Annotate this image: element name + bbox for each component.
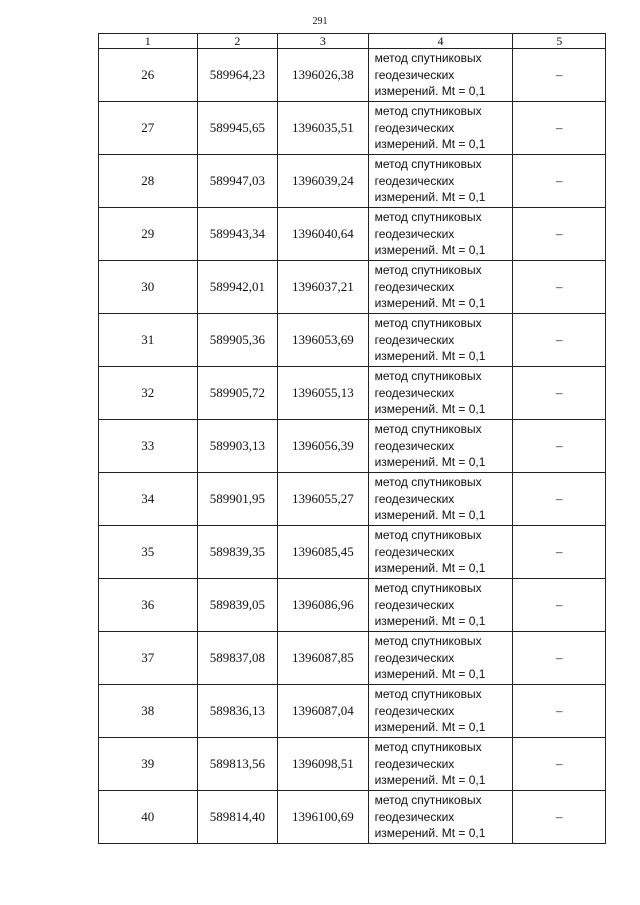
point-number-cell: 31	[99, 314, 198, 367]
method-line: метод спутниковых	[374, 263, 482, 278]
method-line: геодезических	[374, 226, 455, 241]
method-line: геодезических	[374, 173, 455, 188]
point-number-cell: 29	[99, 208, 198, 261]
y-coordinate-cell: 1396085,45	[278, 526, 369, 579]
method-line: метод спутниковых	[374, 104, 482, 119]
point-number-cell: 30	[99, 261, 198, 314]
method-cell	[368, 367, 513, 420]
table-row	[99, 685, 606, 738]
note-cell: –	[513, 632, 606, 685]
table-row	[99, 102, 606, 155]
note-cell: –	[513, 685, 606, 738]
note-cell: –	[513, 155, 606, 208]
point-number-cell: 27	[99, 102, 198, 155]
method-line: геодезических	[374, 67, 455, 82]
y-coordinate-cell: 1396098,51	[278, 738, 369, 791]
x-coordinate-cell: 589905,72	[197, 367, 277, 420]
method-cell	[368, 155, 513, 208]
y-coordinate-cell: 1396037,21	[278, 261, 369, 314]
method-line: метод спутниковых	[374, 740, 482, 755]
y-coordinate-cell: 1396087,04	[278, 685, 369, 738]
x-coordinate-cell: 589839,35	[197, 526, 277, 579]
method-cell	[368, 49, 513, 102]
x-coordinate-cell: 589943,34	[197, 208, 277, 261]
table-row	[99, 791, 606, 844]
method-cell	[368, 102, 513, 155]
note-cell: –	[513, 526, 606, 579]
method-line: геодезических	[374, 703, 455, 718]
method-line: геодезических	[374, 438, 455, 453]
table-row	[99, 526, 606, 579]
method-cell	[368, 261, 513, 314]
header-col-4: 4	[368, 34, 513, 49]
note-cell: –	[513, 738, 606, 791]
note-cell: –	[513, 261, 606, 314]
header-col-3: 3	[278, 34, 369, 49]
point-number-cell: 40	[99, 791, 198, 844]
method-line: геодезических	[374, 756, 455, 771]
point-number-cell: 35	[99, 526, 198, 579]
note-cell: –	[513, 102, 606, 155]
header-col-2: 2	[197, 34, 277, 49]
table-row	[99, 632, 606, 685]
table-row	[99, 738, 606, 791]
header-col-5: 5	[513, 34, 606, 49]
method-line: геодезических	[374, 385, 455, 400]
point-number-cell: 26	[99, 49, 198, 102]
y-coordinate-cell: 1396053,69	[278, 314, 369, 367]
x-coordinate-cell: 589947,03	[197, 155, 277, 208]
x-coordinate-cell: 589942,01	[197, 261, 277, 314]
table-row	[99, 579, 606, 632]
y-coordinate-cell: 1396055,13	[278, 367, 369, 420]
method-line: геодезических	[374, 279, 455, 294]
point-number-cell: 38	[99, 685, 198, 738]
method-line: метод спутниковых	[374, 369, 482, 384]
method-cell	[368, 208, 513, 261]
method-line: метод спутниковых	[374, 475, 482, 490]
y-coordinate-cell: 1396055,27	[278, 473, 369, 526]
method-line: измерений. Mt = 0,1	[374, 455, 486, 470]
y-coordinate-cell: 1396086,96	[278, 579, 369, 632]
page-number: 291	[312, 16, 328, 27]
table-row	[99, 49, 606, 102]
method-line: метод спутниковых	[374, 793, 482, 808]
method-line: измерений. Mt = 0,1	[374, 826, 486, 841]
method-cell	[368, 526, 513, 579]
x-coordinate-cell: 589905,36	[197, 314, 277, 367]
method-line: геодезических	[374, 491, 455, 506]
method-line: измерений. Mt = 0,1	[374, 84, 486, 99]
table-row	[99, 208, 606, 261]
point-number-cell: 37	[99, 632, 198, 685]
method-line: геодезических	[374, 120, 455, 135]
note-cell: –	[513, 579, 606, 632]
method-line: метод спутниковых	[374, 581, 482, 596]
method-cell	[368, 738, 513, 791]
method-line: измерений. Mt = 0,1	[374, 190, 486, 205]
method-line: метод спутниковых	[374, 51, 482, 66]
method-cell	[368, 685, 513, 738]
header-col-1: 1	[99, 34, 198, 49]
table-header-row	[99, 34, 606, 49]
method-line: измерений. Mt = 0,1	[374, 720, 486, 735]
x-coordinate-cell: 589836,13	[197, 685, 277, 738]
method-cell	[368, 791, 513, 844]
point-number-cell: 34	[99, 473, 198, 526]
x-coordinate-cell: 589903,13	[197, 420, 277, 473]
method-line: измерений. Mt = 0,1	[374, 614, 486, 629]
x-coordinate-cell: 589964,23	[197, 49, 277, 102]
note-cell: –	[513, 367, 606, 420]
method-cell	[368, 314, 513, 367]
x-coordinate-cell: 589839,05	[197, 579, 277, 632]
note-cell: –	[513, 314, 606, 367]
y-coordinate-cell: 1396087,85	[278, 632, 369, 685]
table-body	[99, 49, 606, 844]
x-coordinate-cell: 589901,95	[197, 473, 277, 526]
method-line: метод спутниковых	[374, 210, 482, 225]
method-line: метод спутниковых	[374, 687, 482, 702]
method-cell	[368, 632, 513, 685]
x-coordinate-cell: 589945,65	[197, 102, 277, 155]
y-coordinate-cell: 1396040,64	[278, 208, 369, 261]
point-number-cell: 33	[99, 420, 198, 473]
y-coordinate-cell: 1396056,39	[278, 420, 369, 473]
method-line: метод спутниковых	[374, 316, 482, 331]
point-number-cell: 32	[99, 367, 198, 420]
method-line: геодезических	[374, 597, 455, 612]
method-line: измерений. Mt = 0,1	[374, 561, 486, 576]
note-cell: –	[513, 49, 606, 102]
method-cell	[368, 473, 513, 526]
note-cell: –	[513, 420, 606, 473]
table-row	[99, 155, 606, 208]
method-line: метод спутниковых	[374, 528, 482, 543]
x-coordinate-cell: 589814,40	[197, 791, 277, 844]
method-line: метод спутниковых	[374, 634, 482, 649]
method-line: геодезических	[374, 332, 455, 347]
x-coordinate-cell: 589837,08	[197, 632, 277, 685]
method-line: метод спутниковых	[374, 422, 482, 437]
y-coordinate-cell: 1396026,38	[278, 49, 369, 102]
method-line: метод спутниковых	[374, 157, 482, 172]
method-line: измерений. Mt = 0,1	[374, 508, 486, 523]
method-line: измерений. Mt = 0,1	[374, 296, 486, 311]
method-line: геодезических	[374, 650, 455, 665]
method-line: измерений. Mt = 0,1	[374, 402, 486, 417]
method-line: геодезических	[374, 809, 455, 824]
method-cell	[368, 420, 513, 473]
method-line: измерений. Mt = 0,1	[374, 243, 486, 258]
method-line: измерений. Mt = 0,1	[374, 349, 486, 364]
table-row	[99, 367, 606, 420]
y-coordinate-cell: 1396100,69	[278, 791, 369, 844]
table-row	[99, 420, 606, 473]
y-coordinate-cell: 1396035,51	[278, 102, 369, 155]
table-row	[99, 314, 606, 367]
table-row	[99, 473, 606, 526]
method-line: измерений. Mt = 0,1	[374, 773, 486, 788]
method-line: геодезических	[374, 544, 455, 559]
note-cell: –	[513, 208, 606, 261]
point-number-cell: 36	[99, 579, 198, 632]
x-coordinate-cell: 589813,56	[197, 738, 277, 791]
method-line: измерений. Mt = 0,1	[374, 137, 486, 152]
point-number-cell: 28	[99, 155, 198, 208]
point-number-cell: 39	[99, 738, 198, 791]
coordinates-table	[98, 33, 606, 844]
table-row	[99, 261, 606, 314]
method-line: измерений. Mt = 0,1	[374, 667, 486, 682]
note-cell: –	[513, 473, 606, 526]
note-cell: –	[513, 791, 606, 844]
method-cell	[368, 579, 513, 632]
y-coordinate-cell: 1396039,24	[278, 155, 369, 208]
